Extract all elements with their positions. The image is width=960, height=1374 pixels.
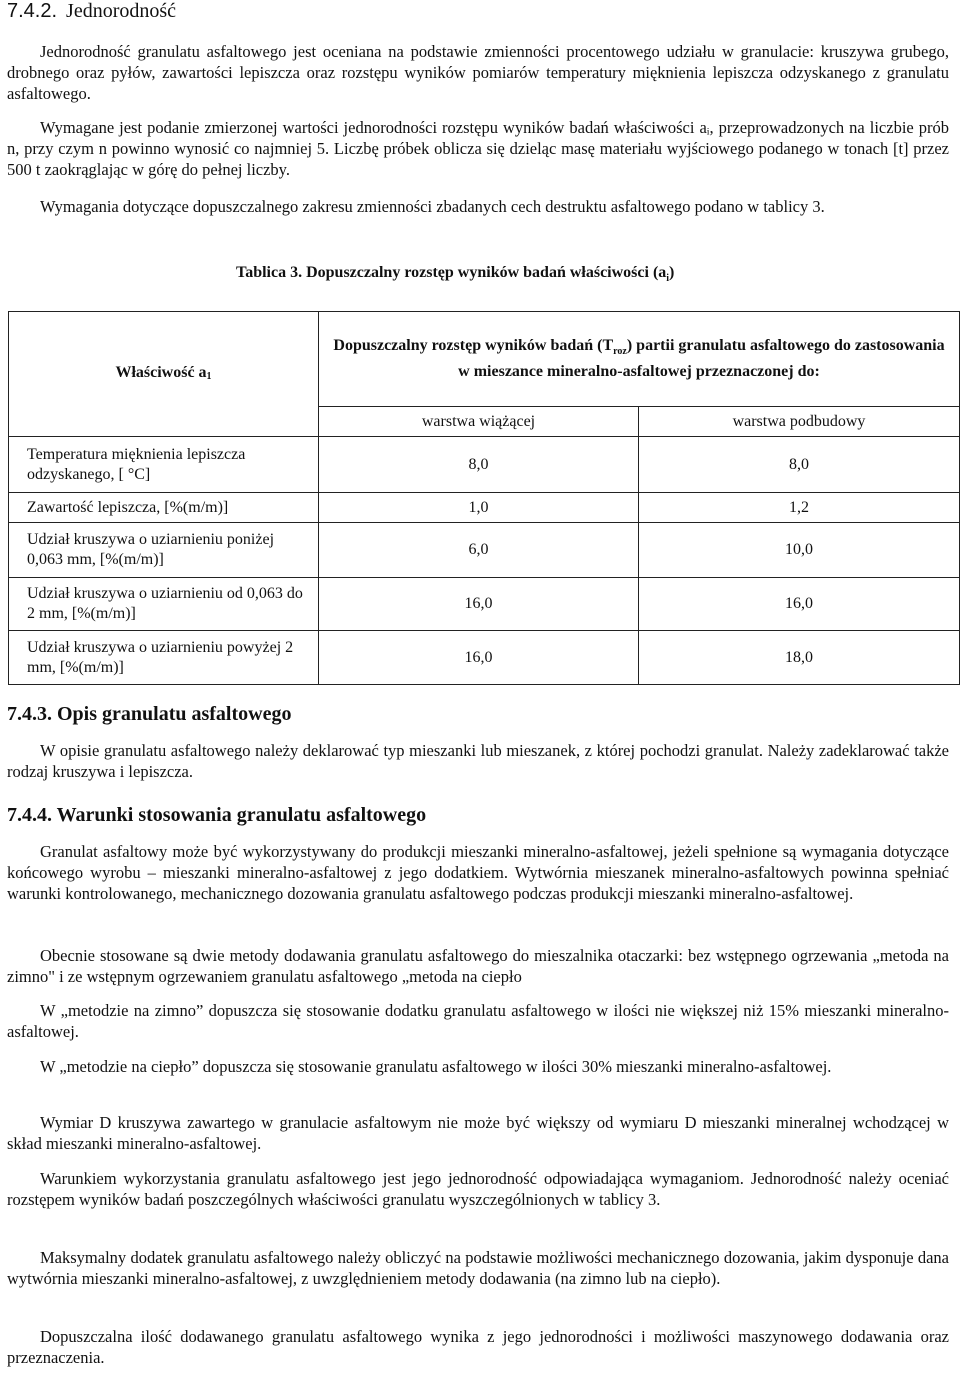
row-property: Udział kruszywa o uziarnieniu powyżej 2 mm, [%(m/m)] (9, 631, 319, 685)
header-range-sub: roz (613, 346, 627, 358)
section-744-paragraph-5: Wymiar D kruszywa zawartego w granulacie asfaltowym nie może być większy od wymiaru D mieszanki mineralnej wchodzącej w skład mieszanki mineralno-asfaltowej. (7, 1113, 949, 1153)
section-744-paragraph-3: W „metodzie na zimno” dopuszcza się stosowanie dodatku granulatu asfaltowego w ilości nie większej niż 15% mieszanki mineralno-asfaltowej. (7, 1001, 949, 1041)
section-744-paragraph-6: Warunkiem wykorzystania granulatu asfaltowego jest jego jednorodność odpowiadająca wymaganiom. Jednorodność należy oceniać rozstępem wyników badań poszczególnych właściwości granulatu wyszczególnionych w tablicy 3. (7, 1169, 949, 1209)
row-binder-value: 1,0 (319, 493, 639, 523)
section-744-paragraph-7: Maksymalny dodatek granulatu asfaltowego należy obliczyć na podstawie możliwości mechanicznego dozowania, jakim dysponuje dana wytwórnia mieszanki mineralno-asfaltowej, z uwzględnieniem metody dodawania (na zimno lub na ciepło). (7, 1248, 949, 1288)
table-3-caption-sub: i (666, 273, 670, 285)
row-binder-value: 8,0 (319, 437, 639, 493)
header-property-text: Właściwość a (115, 364, 207, 381)
row-binder-value: 6,0 (319, 523, 639, 578)
table-row (9, 631, 960, 685)
section-742-heading (7, 0, 176, 23)
table-row (9, 578, 960, 631)
table-row (9, 437, 960, 493)
row-property: Udział kruszywa o uziarnieniu poniżej 0,063 mm, [%(m/m)] (9, 523, 319, 578)
section-743-paragraph-1: W opisie granulatu asfaltowego należy deklarować typ mieszanki lub mieszanek, z której pochodzi granulat. Należy zadeklarować także rodzaj kruszywa i lepiszcza. (7, 741, 949, 781)
header-range (319, 312, 960, 407)
section-742-number: 7.4.2. (7, 0, 58, 22)
row-property: Temperatura mięknienia lepiszcza odzyskanego, [ °C] (9, 437, 319, 493)
row-binder-value: 16,0 (319, 631, 639, 685)
section-744-paragraph-8: Dopuszczalna ilość dodawanego granulatu asfaltowego wynika z jego jednorodności i możliwości maszynowego dodawania oraz przeznaczenia. (7, 1327, 949, 1367)
row-property: Zawartość lepiszcza, [%(m/m)] (9, 493, 319, 523)
header-range-end: ) partii granulatu asfaltowego do zastosowania w mieszance mineralno-asfaltowej przeznaczonej do: (458, 336, 945, 381)
table-3-header-row (9, 312, 960, 407)
header-property-sub: 1 (206, 371, 212, 382)
col-base-header: warstwa podbudowy (639, 407, 960, 437)
row-property: Udział kruszywa o uziarnieniu od 0,063 do 2 mm, [%(m/m)] (9, 578, 319, 631)
table-3-caption-end: ) (669, 264, 675, 281)
row-base-value: 1,2 (639, 493, 960, 523)
section-744-paragraph-1: Granulat asfaltowy może być wykorzystywany do produkcji mieszanki mineralno-asfaltowej, jeżeli spełnione są wymagania dotyczące końcowego wyrobu – mieszanki mineralno-asfaltowej z jego dodatkiem. Wytwórnia mieszanek mineralno-asfaltowych powinna spełniać warunki kontrolowanego, mechanicznego dozowania granulatu asfaltowego podczas produkcji mieszanki mineralno-asfaltowej. (7, 842, 949, 903)
section-744-paragraph-2: Obecnie stosowane są dwie metody dodawania granulatu asfaltowego do mieszalnika otaczarki: bez wstępnego ogrzewania „metoda na zimno" i ze wstępnym ogrzewaniem granulatu asfaltowego „metoda na ciepło (7, 946, 949, 986)
section-742-title: Jednorodność (66, 0, 177, 22)
table-3 (8, 311, 960, 685)
row-base-value: 10,0 (639, 523, 960, 578)
header-range-text: Dopuszczalny rozstęp wyników badań (T (333, 336, 614, 354)
table-row (9, 493, 960, 523)
section-744-paragraph-4: W „metodzie na ciepło” dopuszcza się stosowanie granulatu asfaltowego w ilości 30% mieszanki mineralno-asfaltowej. (40, 1057, 832, 1076)
section-742-paragraph-3: Wymagania dotyczące dopuszczalnego zakresu zmienności zbadanych cech destruktu asfaltowego podano w tablicy 3. (40, 197, 825, 216)
section-742-paragraph-2: Wymagane jest podanie zmierzonej wartości jednorodności rozstępu wyników badań właściwości aᵢ, przeprowadzonych na liczbie prób n, przy czym n powinno wynosić co najmniej 5. Liczbę próbek oblicza się dzieląc masę materiału wyjściowego podanego w tonach [t] przez 500 t zaokrąglając w górę do pełnej liczby. (7, 118, 949, 179)
table-row (9, 523, 960, 578)
row-base-value: 18,0 (639, 631, 960, 685)
table-3-caption (236, 262, 674, 289)
row-base-value: 8,0 (639, 437, 960, 493)
section-742-paragraph-1: Jednorodność granulatu asfaltowego jest oceniana na podstawie zmienności procentowego udziału w granulacie: kruszywa grubego, drobnego oraz pyłów, zawartości lepiszcza oraz rozstępu wyników pomiarów temperatury mięknienia lepiszcza odzyskanego z granulatu asfaltowego. (7, 42, 949, 103)
header-property (9, 312, 319, 437)
row-base-value: 16,0 (639, 578, 960, 631)
col-binder-header: warstwa wiążącej (319, 407, 639, 437)
section-743-heading: 7.4.3. Opis granulatu asfaltowego (7, 703, 292, 725)
table-3-caption-text: Tablica 3. Dopuszczalny rozstęp wyników badań właściwości (a (236, 264, 667, 281)
section-744-heading: 7.4.4. Warunki stosowania granulatu asfaltowego (7, 804, 427, 826)
row-binder-value: 16,0 (319, 578, 639, 631)
